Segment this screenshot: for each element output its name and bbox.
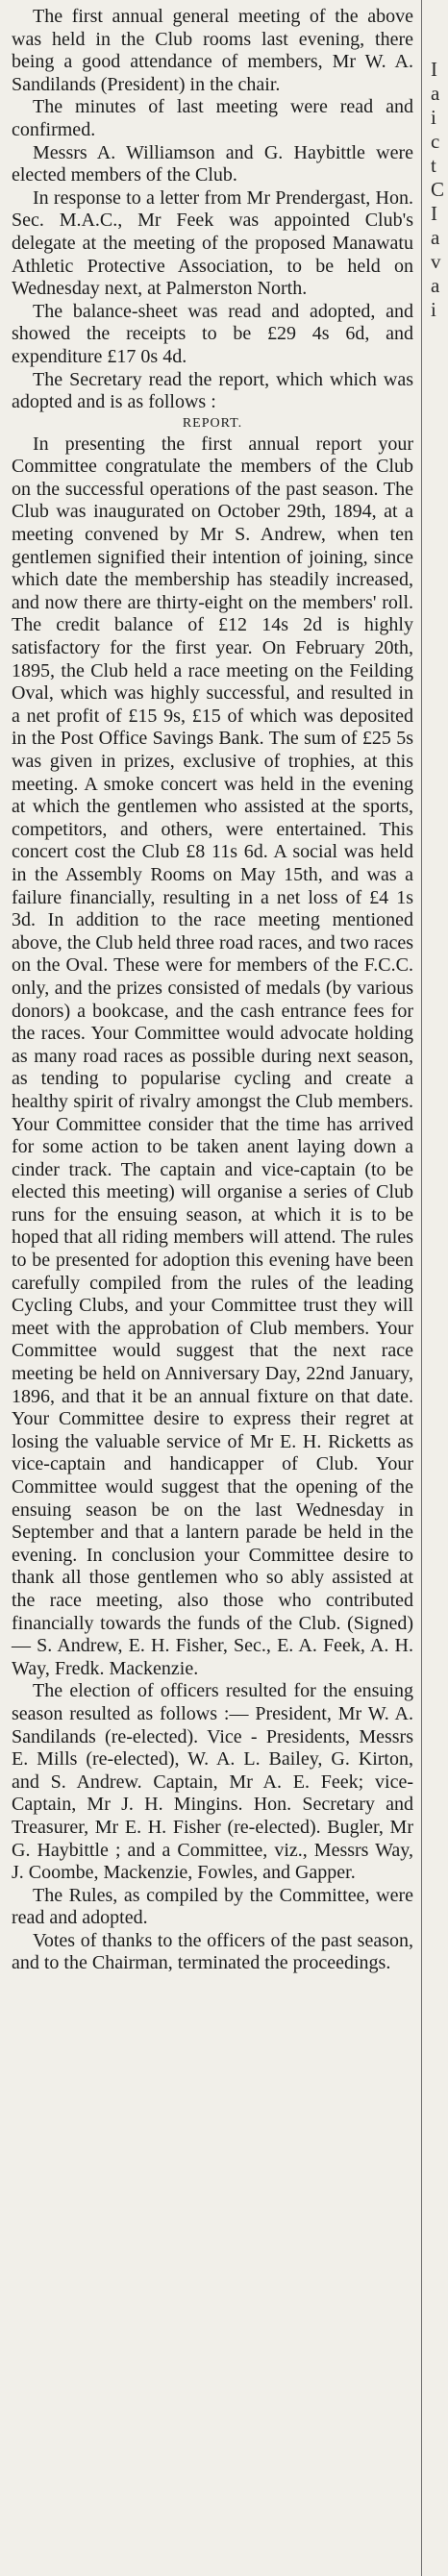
paragraph-rules: The Rules, as compiled by the Committee, were read and adopted. (12, 1884, 413, 1929)
paragraph-new-members: Messrs A. Williamson and G. Haybittle were elected members of the Club. (12, 141, 413, 186)
neighbor-letter: a (431, 82, 440, 105)
paragraph-secretary: The Secretary read the report, which which was adopted and is as follows : (12, 368, 413, 413)
paragraph-delegate: In response to a letter from Mr Prendergast, Hon. Sec. M.A.C., Mr Feek was appointed Club's delegate at the meeting of the proposed Manawatu Athletic Protective Association, to be held on Wednesday next, at Palmerston North. (12, 186, 413, 300)
neighbor-letter: c (431, 130, 440, 153)
paragraph-opening: The first annual general meeting of the above was held in the Club rooms last evening, there being a good attendance of members, Mr W. A. Sandilands (President) in the chair. (12, 6, 413, 95)
report-heading: REPORT. (182, 415, 243, 431)
neighbor-letter: a (431, 226, 440, 249)
neighbor-letter: v (431, 250, 441, 273)
neighbor-letter: t (431, 154, 436, 177)
neighbor-letter: a (431, 274, 440, 297)
neighbor-column-fragment (431, 58, 448, 322)
neighbor-letter: i (431, 106, 436, 129)
neighbor-letter: C (431, 178, 445, 201)
article-column (12, 6, 413, 1975)
neighbor-letter: i (431, 298, 436, 321)
column-rule (421, 0, 422, 2576)
paragraph-election: The election of officers resulted for the ensuing season resulted as follows :— President, Mr W. A. Sandilands (re-elected). Vice - Presidents, Messrs E. Mills (re-elected), W. A. L. Bailey, G. Kirton, and S. Andrew. Captain, Mr A. E. Feek; vice-Captain, Mr J. H. Mingins. Hon. Secretary and Treasurer, Mr E. H. Fisher (re-elected). Bugler, Mr G. Haybittle ; and a Committee, viz., Messrs Way, J. Coombe, Mackenzie, Fowles, and Gapper. (12, 1680, 413, 1884)
paragraph-balance-sheet: The balance-sheet was read and adopted, and showed the receipts to be £29 4s 6d, and expenditure £17 0s 4d. (12, 300, 413, 367)
paragraph-thanks: Votes of thanks to the officers of the past season, and to the Chairman, terminated the proceedings. (12, 1929, 413, 1974)
paragraph-minutes: The minutes of last meeting were read and confirmed. (12, 96, 413, 140)
neighbor-letter: I (431, 58, 437, 81)
report-body: In presenting the first annual report your Committee congratulate the members of the Club on the successful operations of the past season. The Club was inaugurated on October 29th, 1894, at a meeting convened by Mr S. Andrew, when ten gentlemen signified their intention of joining, since which date the membership has steadily increased, and now there are thirty-eight on the members' roll. The credit balance of £12 14s 2d is highly satisfactory for the first year. On February 20th, 1895, the Club held a race meeting on the Feilding Oval, which was highly successful, and resulted in a net profit of £15 9s, £15 of which was deposited in the Post Office Savings Bank. The sum of £25 5s was given in prizes, exclusive of trophies, at this meeting. A smoke concert was held in the evening at which the gentlemen who assisted at the sports, competitors, and others, were entertained. This concert cost the Club £8 11s 6d. A social was held in the Assembly Rooms on May 15th, and was a failure financially, resulting in a net loss of £4 1s 3d. In addition to the race meeting mentioned above, the Club held three road races, and two races on the Oval. These were for members of the F.C.C. only, and the prizes consisted of medals (by various donors) a bookcase, and the cash entrance fees for the races. Your Committee would advocate holding as many road races as possible during next season, as tending to popularise cycling and create a healthy spirit of rivalry amongst the Club members. Your Committee consider that the time has arrived for some action to be taken anent laying down a cinder track. The captain and vice-captain (to be elected this meeting) will organise a series of Club runs for the ensuing season, at which it is to be hoped that all riding members will attend. The rules to be presented for adoption this evening have been carefully compiled from the rules of the leading Cycling Clubs, and your Committee trust they will meet with the approbation of Club members. Your Committee would suggest that the next race meeting be held on Anniversary Day, 22nd January, 1896, and that it be an annual fixture on that date. Your Committee desire to express their regret at losing the valuable service of Mr E. H. Ricketts as vice-captain and handicapper of Club. Your Committee would suggest that the opening of the ensuing season be on the last Wednesday in September and that a lantern parade be held in the evening. In conclusion your Committee desire to thank all those gentlemen who so ably assisted at the race meeting, also those who contributed financially towards the funds of the Club. (Signed) — S. Andrew, E. H. Fisher, Sec., E. A. Feek, A. H. Way, Fredk. Mackenzie. (12, 433, 413, 1679)
neighbor-letter: I (431, 202, 437, 225)
